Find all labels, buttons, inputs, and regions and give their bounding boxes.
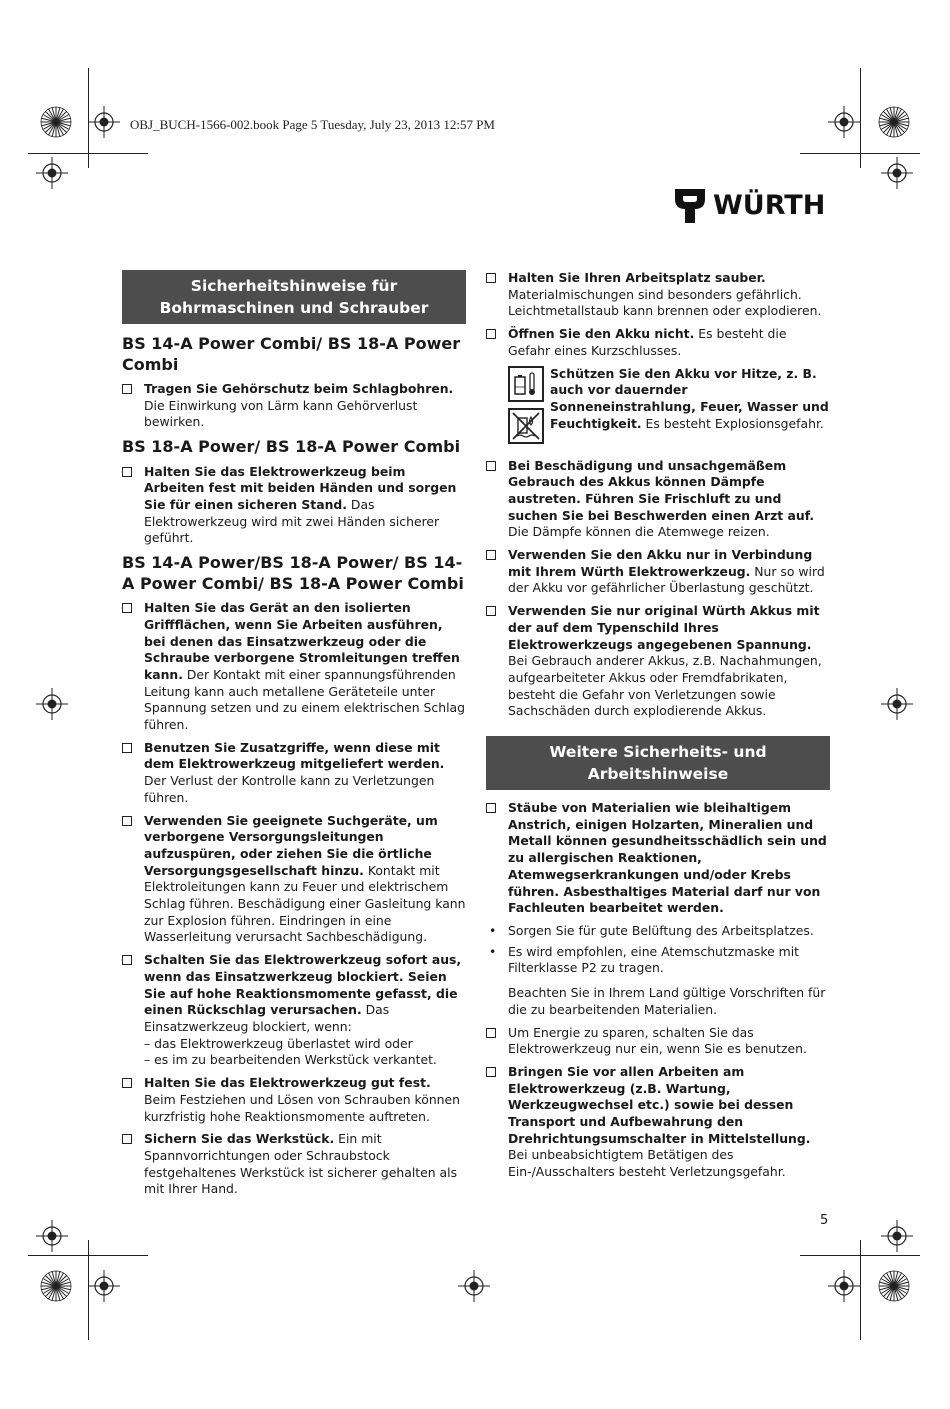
registration-crosshair-icon <box>881 157 913 189</box>
checkbox-square-icon <box>486 273 496 283</box>
registration-crosshair-icon <box>88 1270 120 1302</box>
item-text: Es besteht die Gefahr eines Kurzschlusses. <box>508 326 787 358</box>
item-bold-text: Schalten Sie das Elektrowerkzeug sofort aus, wenn das Einsatzwerkzeug blockiert. Seien Sie auf hohe Reaktionsmomente gefasst, die einen Rückschlag verursachen. <box>144 952 462 1018</box>
item-bold-text: Halten Sie das Elektrowerkzeug beim Arbeiten fest mit beiden Händen und sorgen Sie für einen sicheren Stand. <box>144 463 457 513</box>
registration-crosshair-icon <box>36 157 68 189</box>
item-text: Das Elektrowerkzeug wird mit zwei Händen sicherer geführt. <box>144 497 440 546</box>
warning-bold: Schützen Sie den Akku vor Hitze, z. B. auch vor dauernder Sonneneinstrahlung, Feuer, Wasser und Feuchtigkeit. <box>550 365 829 431</box>
crop-line <box>800 1255 920 1256</box>
bullet-dot-icon: • <box>489 943 497 959</box>
registration-crosshair-icon <box>36 688 68 720</box>
checkbox-square-icon <box>486 803 496 813</box>
safety-item <box>122 464 466 548</box>
left-groups <box>122 334 466 1198</box>
dash-line: – das Elektrowerkzeug überlastet wird oder <box>144 1035 413 1051</box>
checkbox-square-icon <box>122 743 132 753</box>
item-bold-text: Sichern Sie das Werkstück. <box>144 1131 335 1147</box>
checkbox-square-icon <box>122 816 132 826</box>
registration-starburst-icon <box>878 106 910 138</box>
battery-temperature-icon <box>508 366 544 402</box>
registration-starburst-icon <box>878 1270 910 1302</box>
left-column <box>122 270 466 1204</box>
item-bold-text: Verwenden Sie geeignete Suchgeräte, um verborgene Versorgungsleitungen aufzuspüren, oder ziehen Sie die örtliche Versorgungsgesellschaft hinzu. <box>144 812 438 878</box>
safety-item <box>486 1025 830 1058</box>
no-water-fire-icon <box>508 408 544 444</box>
print-header: OBJ_BUCH-1566-002.book Page 5 Tuesday, July 23, 2013 12:57 PM <box>130 117 495 132</box>
item-bold-text: Benutzen Sie Zusatzgriffe, wenn diese mit dem Elektrowerkzeug mitgeliefert werden. <box>144 739 445 772</box>
item-text: Materialmischungen sind besonders gefährlich. Leichtmetallstaub kann brennen oder explodieren. <box>508 286 822 319</box>
section-title-right: Weitere Sicherheits- und Arbeitshinweise <box>486 736 830 790</box>
registration-crosshair-icon <box>881 688 913 720</box>
item-bold-text: Tragen Sie Gehörschutz beim Schlagbohren. <box>144 381 454 396</box>
warning-text <box>550 366 830 450</box>
item-bold-text: Halten Sie das Elektrowerkzeug gut fest. <box>144 1075 431 1091</box>
safety-item <box>122 952 466 1069</box>
item-bold-text: Öffnen Sie den Akku nicht. <box>508 326 695 342</box>
safety-item <box>122 381 466 431</box>
bullet-text: Es wird empfohlen, eine Atemschutzmaske mit Filterklasse P2 zu tragen. <box>508 943 800 976</box>
item-text: Kontakt mit Elektroleitungen kann zu Feuer und elektrischem Schlag führen. Beschädigung einer Gasleitung kann zur Explosion führen. Eindringen in eine Wasserleitung verursacht Sachbeschädigung. <box>144 862 466 945</box>
warning-rest: Es besteht Explosionsgefahr. <box>641 415 824 431</box>
model-heading: BS 14-A Power Combi/ BS 18-A Power Combi <box>122 334 461 374</box>
safety-item <box>486 326 830 359</box>
bullet-dot-icon: • <box>489 922 497 938</box>
safety-item <box>122 1075 466 1125</box>
item-text: Die Einwirkung von Lärm kann Gehörverlust bewirken. <box>144 397 418 430</box>
item-bold-text: Halten Sie das Gerät an den isolierten Griffflächen, wenn Sie Arbeiten ausführen, bei denen das Einsatzwerkzeug oder die Schraube verborgene Stromleitungen treffen kann. <box>144 600 460 682</box>
registration-crosshair-icon <box>828 106 860 138</box>
registration-crosshair-icon <box>881 1220 913 1252</box>
battery-warning <box>486 366 830 450</box>
safety-item <box>122 740 466 807</box>
right-column <box>486 270 830 1187</box>
safety-item <box>486 547 830 597</box>
registration-starburst-icon <box>40 1270 72 1302</box>
checkbox-square-icon <box>122 467 132 477</box>
checkbox-square-icon <box>122 384 132 394</box>
logo-text: WÜRTH <box>713 190 826 221</box>
dust-bold: Stäube von Materialien wie bleihaltigem Anstrich, einigen Holzarten, Mineralien und Metall können gesundheitsschädlich sein und zu allergischen Reaktionen, Atemwegserkrankungen und/oder Krebs führen. Asbesthaltiges Material darf nur von Fachleuten bearbeitet werden. <box>508 800 827 916</box>
checkbox-square-icon <box>486 461 496 471</box>
item-bold-text: Bei Beschädigung und unsachgemäßem Gebrauch des Akkus können Dämpfe austreten. Führen Sie Frischluft zu und suchen Sie bei Beschwerden einen Arzt auf. <box>508 457 815 523</box>
item-bold-text: Verwenden Sie den Akku nur in Verbindung mit Ihrem Würth Elektrowerkzeug. <box>508 547 813 579</box>
safety-item <box>486 1064 830 1181</box>
checkbox-square-icon <box>486 329 496 339</box>
safety-item <box>122 600 466 734</box>
item-bold-text: Bringen Sie vor allen Arbeiten am Elektrowerkzeug (z.B. Wartung, Werkzeugwechsel etc.) sowie bei dessen Transport und Aufbewahrung den Drehrichtungsumschalter in Mittelstellung. <box>508 1063 811 1146</box>
safety-item <box>486 603 830 720</box>
right-items-mid <box>486 458 830 721</box>
safety-item <box>122 813 466 947</box>
crop-line <box>28 153 148 154</box>
registration-crosshair-icon <box>88 106 120 138</box>
right-items-top <box>486 270 830 360</box>
crop-line <box>28 1255 148 1256</box>
model-heading: BS 18-A Power/ BS 18-A Power Combi <box>122 437 461 457</box>
item-text: Der Kontakt mit einer spannungsführenden Leitung kann auch metallene Geräteteile unter Spannung setzen und zu einem elektrischen Schlag führen. <box>144 666 465 733</box>
item-text: Beim Festziehen und Lösen von Schrauben können kurzfristig hohe Reaktionsmomente auftreten. <box>144 1091 460 1124</box>
page-number: 5 <box>820 1213 829 1228</box>
registration-crosshair-icon <box>828 1270 860 1302</box>
registration-starburst-icon <box>40 106 72 138</box>
item-text: Nur so wird der Akku vor gefährlicher Überlastung geschützt. <box>508 563 825 596</box>
bullet-item <box>486 944 830 977</box>
item-text: Bei Gebrauch anderer Akkus, z.B. Nachahmungen, aufgearbeiteter Akkus oder Fremdfabrikaten, besteht die Gefahr von Verletzungen sowie Sachschäden durch explodierende Akkus. <box>508 653 822 719</box>
registration-crosshair-icon <box>36 1220 68 1252</box>
bullet-item <box>486 923 830 940</box>
checkbox-square-icon <box>122 1134 132 1144</box>
right-items-bottom <box>486 1025 830 1181</box>
checkbox-square-icon <box>122 603 132 613</box>
safety-item <box>122 1131 466 1198</box>
checkbox-square-icon <box>486 1067 496 1077</box>
safety-item <box>486 458 830 542</box>
item-bold-text: Verwenden Sie nur original Würth Akkus mit der auf dem Typenschild Ihres Elektrowerkzeugs angegebenen Spannung. <box>508 603 820 652</box>
checkbox-square-icon <box>122 1078 132 1088</box>
wuerth-logo <box>675 188 831 224</box>
item-bold-text: Halten Sie Ihren Arbeitsplatz sauber. <box>508 270 766 285</box>
model-heading: BS 14-A Power/BS 18-A Power/ BS 14-A Power Combi/ BS 18-A Power Combi <box>122 553 464 593</box>
safety-item <box>486 270 830 320</box>
crop-line <box>800 153 920 154</box>
checkbox-square-icon <box>486 550 496 560</box>
section-title-left: Sicherheitshinweise für Bohrmaschinen und Schrauber <box>122 270 466 324</box>
checkbox-square-icon <box>486 1028 496 1038</box>
wuerth-logo-icon <box>675 189 705 223</box>
bullet-text: Sorgen Sie für gute Belüftung des Arbeitsplatzes. <box>508 922 814 938</box>
bullet-list <box>486 923 830 977</box>
warning-icons <box>508 366 548 450</box>
dust-warning-item <box>486 800 830 917</box>
checkbox-square-icon <box>486 606 496 616</box>
checkbox-square-icon <box>122 955 132 965</box>
registration-crosshair-icon <box>458 1270 490 1302</box>
dash-line: – es im zu bearbeitenden Werkstück verkantet. <box>144 1052 437 1068</box>
item-text: Um Energie zu sparen, schalten Sie das Elektrowerkzeug nur ein, wenn Sie es benutzen. <box>508 1024 807 1057</box>
item-text: Der Verlust der Kontrolle kann zu Verletzungen führen. <box>144 773 435 805</box>
item-text: Bei unbeabsichtigtem Betätigen des Ein-/Ausschalters besteht Verletzungsgefahr. <box>508 1147 786 1180</box>
item-text: Ein mit Spannvorrichtungen oder Schraubstock festgehaltenes Werkstück ist sicherer gehalten als mit Ihrer Hand. <box>144 1131 458 1197</box>
item-text: Die Dämpfe können die Atemwege reizen. <box>508 524 770 540</box>
regulations-paragraph: Beachten Sie in Ihrem Land gültige Vorschriften für die zu bearbeitenden Materialien. <box>508 985 826 1017</box>
item-text: Das Einsatzwerkzeug blockiert, wenn: <box>144 1002 390 1034</box>
